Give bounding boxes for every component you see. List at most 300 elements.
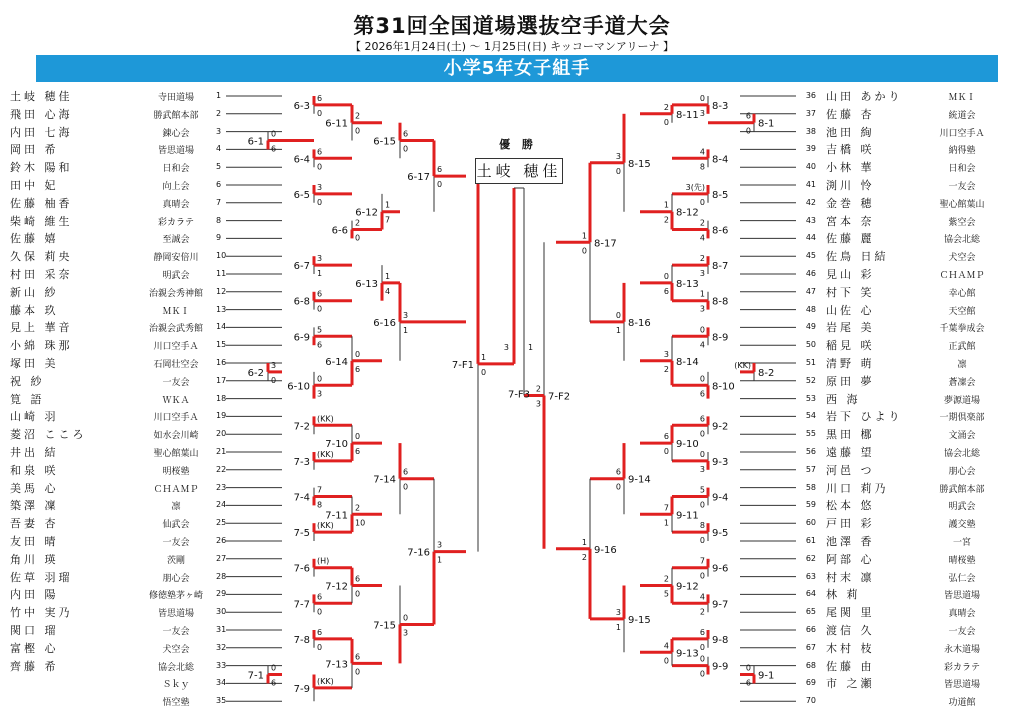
player-number: 65 <box>805 607 816 617</box>
player-club: 凛 <box>957 360 967 370</box>
score-bottom: 0 <box>699 642 705 652</box>
score-bottom: 6 <box>271 144 277 154</box>
player-club: 川口空手Ａ <box>153 342 199 353</box>
score-top: 3 <box>615 151 621 161</box>
player-club: 真晴会 <box>162 199 190 210</box>
score-top: 0 <box>699 325 705 335</box>
player-name: 小林 華 <box>826 161 875 175</box>
match-label: 7-13 <box>325 659 348 671</box>
player-club: 弘仁会 <box>948 573 976 584</box>
player-name: 関口 瑠 <box>10 624 59 637</box>
player-club: 朋心会 <box>162 573 190 584</box>
score-top: 3 <box>271 360 277 370</box>
player-number: 24 <box>216 500 227 510</box>
score-bottom: 8 <box>699 162 705 172</box>
player-club: 晴桜塾 <box>948 555 976 566</box>
final-score-left: 3 <box>503 343 509 352</box>
player-number: 54 <box>805 411 816 421</box>
player-name: 友田 晴 <box>10 535 59 548</box>
player-club: 朋心会 <box>948 466 976 477</box>
score-bottom: 0 <box>699 669 705 679</box>
score-bottom: 3 <box>699 108 705 118</box>
event-subtitle: 【 2026年1月24日(土) ～ 1月25日(日) キッコーマンアリーナ 】 <box>350 40 674 53</box>
player-club: 日和会 <box>948 164 976 175</box>
score-top: 2 <box>355 218 361 228</box>
player-name: 木村 枝 <box>826 641 875 655</box>
player-club: 石岡壮空会 <box>153 360 199 370</box>
score-top: 1 <box>581 231 587 241</box>
player-name: 新山 紗 <box>10 285 59 299</box>
score-top: 3 <box>317 182 323 192</box>
player-name: 佐藤 由 <box>826 659 875 673</box>
player-number: 57 <box>805 464 816 474</box>
match-label: 6-7 <box>293 261 310 273</box>
score-top: 3(先) <box>685 182 705 192</box>
score-bottom: 6 <box>355 447 361 457</box>
player-club: ＣＨＡＭＰ <box>153 484 199 495</box>
player-name: 見山 彩 <box>826 268 875 281</box>
player-name: 吉橋 咲 <box>826 143 875 157</box>
score-bottom: 1 <box>663 518 669 528</box>
player-club: 治親会武秀館 <box>148 324 203 335</box>
final-label: 7-F3 <box>507 389 531 401</box>
score-top: (KK) <box>317 449 334 459</box>
score-bottom: 0 <box>663 117 669 127</box>
score-bottom: 0 <box>437 180 443 190</box>
score-bottom: 3 <box>317 389 323 399</box>
player-club: 正武館 <box>948 342 976 353</box>
player-club: 勝武館本部 <box>939 484 985 495</box>
score-bottom: 1 <box>615 325 621 335</box>
player-name: 岡田 希 <box>10 143 59 157</box>
score-bottom: 6 <box>745 678 751 688</box>
player-club: 至誠会 <box>162 235 190 246</box>
score-top: 6 <box>355 652 361 662</box>
player-number: 61 <box>805 536 816 545</box>
score-bottom: 0 <box>317 162 323 172</box>
score-bottom: 2 <box>663 215 669 225</box>
score-top: 0 <box>699 374 705 384</box>
score-top: (KK) <box>317 414 334 424</box>
player-name: 市 之瀬 <box>826 677 875 691</box>
match-label: 8-5 <box>712 189 729 201</box>
match-label: 6-10 <box>287 381 310 393</box>
score-top: 0 <box>403 613 409 623</box>
score-bottom: 0 <box>317 607 323 617</box>
player-number: 28 <box>216 571 227 581</box>
score-bottom: 0 <box>663 656 669 666</box>
match-label: 7-F1 <box>451 359 474 371</box>
score-top: 4 <box>699 592 705 602</box>
final-score-right: 1 <box>528 343 534 352</box>
player-number: 4 <box>216 144 222 154</box>
score-top: 2 <box>663 574 669 584</box>
player-number: 55 <box>805 429 816 439</box>
score-bottom: 6 <box>317 340 323 350</box>
player-name: 池田 絢 <box>826 125 875 139</box>
player-club: 一友会 <box>162 538 190 548</box>
player-club: 犬空会 <box>162 644 190 655</box>
score-bottom: 0 <box>615 482 621 492</box>
score-bottom: 0 <box>481 367 487 377</box>
player-number: 23 <box>216 482 227 492</box>
score-top: 6 <box>403 129 409 139</box>
score-bottom: 0 <box>317 197 323 207</box>
score-top: 1 <box>663 200 669 210</box>
score-bottom: 0 <box>615 166 621 176</box>
player-number: 19 <box>216 411 227 421</box>
player-club: ＣＨＡＭＰ <box>939 271 985 281</box>
player-name: 村末 凛 <box>826 570 875 584</box>
score-top: 1 <box>481 352 487 362</box>
score-bottom: 3 <box>535 399 541 409</box>
player-name: 稲見 咲 <box>826 339 875 353</box>
match-label: 6-11 <box>325 118 348 130</box>
score-bottom: 3 <box>403 628 409 638</box>
player-name: 佐鳥 日結 <box>826 250 889 264</box>
player-name: 岩下 ひより <box>826 410 903 424</box>
player-number: 44 <box>805 233 816 243</box>
player-name: 内田 陽 <box>10 588 59 602</box>
score-bottom: 0 <box>745 126 751 136</box>
score-top: 5 <box>317 325 323 335</box>
match-label: 7-3 <box>293 456 310 468</box>
score-bottom: 4 <box>699 340 705 350</box>
player-number: 29 <box>216 589 227 599</box>
match-label: 7-6 <box>293 563 310 575</box>
player-name: 久保 莉央 <box>10 250 73 264</box>
player-club: 協会北総 <box>943 449 980 459</box>
player-number: 8 <box>216 215 222 225</box>
player-name: 渡信 久 <box>826 624 875 637</box>
match-label: 8-14 <box>676 356 699 368</box>
score-top: 6 <box>699 627 705 637</box>
player-club: 一友会 <box>162 377 190 388</box>
score-top: 3 <box>317 254 323 264</box>
player-club: 仙武会 <box>162 520 190 531</box>
score-bottom: 10 <box>355 518 366 528</box>
score-bottom: 5 <box>663 589 669 599</box>
player-club: 聖心館葉山 <box>939 199 985 210</box>
match-label: 9-8 <box>712 634 729 646</box>
score-bottom: 4 <box>699 233 705 243</box>
player-name: 田中 妃 <box>10 179 59 192</box>
winner-label: 優 勝 <box>499 138 537 151</box>
player-club: 明武会 <box>948 502 976 513</box>
match-label: 7-8 <box>293 634 310 646</box>
player-name: 小綿 珠那 <box>10 339 73 353</box>
player-name: 佐藤 杏 <box>826 107 875 121</box>
player-name: 佐草 羽瑠 <box>10 570 73 584</box>
player-club: 文涌会 <box>948 431 976 442</box>
score-top: 7 <box>699 556 705 566</box>
match-label: 9-12 <box>676 581 699 593</box>
score-bottom: 4 <box>385 286 391 296</box>
match-label: 6-1 <box>247 136 264 148</box>
player-number: 9 <box>216 233 222 243</box>
match-label: 7-16 <box>407 547 430 559</box>
player-name: 見上 華音 <box>10 321 73 335</box>
match-label: 8-16 <box>628 317 651 329</box>
player-name: 河邑 つ <box>826 463 875 477</box>
player-number: 39 <box>805 144 816 154</box>
player-number: 64 <box>805 589 816 599</box>
player-number: 56 <box>805 447 816 456</box>
score-bottom: 0 <box>699 536 705 546</box>
player-number: 32 <box>216 642 227 652</box>
match-label: 9-16 <box>594 544 617 556</box>
player-name: 飛田 心海 <box>10 107 73 121</box>
player-number: 36 <box>805 91 816 100</box>
match-label: 8-4 <box>712 154 729 166</box>
player-name: 山崎 羽 <box>10 410 59 424</box>
score-bottom: 3 <box>699 304 705 314</box>
match-label: 8-13 <box>676 278 699 290</box>
player-name: 黒田 梛 <box>826 428 875 442</box>
player-club: 明桜塾 <box>162 466 190 477</box>
player-name: 富樫 心 <box>10 641 59 655</box>
player-name: 遠藤 望 <box>826 446 875 459</box>
match-label: 9-6 <box>712 563 729 575</box>
player-number: 52 <box>805 375 816 385</box>
match-label: 8-7 <box>712 261 729 273</box>
match-label: 8-1 <box>758 118 775 130</box>
score-top: 2 <box>663 102 669 112</box>
match-label: 6-15 <box>373 136 396 148</box>
match-label: 9-9 <box>712 661 729 673</box>
player-number: 33 <box>216 660 227 670</box>
player-name: 美馬 心 <box>10 481 59 495</box>
match-label: 6-16 <box>373 317 396 329</box>
player-name: 村田 采奈 <box>10 268 73 281</box>
player-club: 真晴会 <box>948 609 976 620</box>
player-number: 5 <box>216 162 222 172</box>
score-bottom: 2 <box>581 552 587 562</box>
match-label: 9-13 <box>676 648 699 660</box>
score-top: 5 <box>699 485 705 495</box>
score-top: 1 <box>385 271 391 281</box>
player-club: 勝武館本部 <box>153 110 199 121</box>
score-top: 6 <box>615 467 621 477</box>
match-label: 7-4 <box>293 492 310 504</box>
score-bottom: 1 <box>615 622 621 632</box>
player-club: 凛 <box>171 502 181 513</box>
score-bottom: 3 <box>699 269 705 279</box>
match-label: 6-14 <box>325 356 348 368</box>
player-club: ＭＫＩ <box>162 306 190 317</box>
player-club: 寺田道場 <box>157 93 194 103</box>
score-top: 0 <box>745 663 751 673</box>
match-label: 8-9 <box>712 332 729 344</box>
score-top: 0 <box>699 654 705 664</box>
player-number: 66 <box>805 625 816 634</box>
player-name: 佐藤 柚香 <box>10 196 73 210</box>
player-name: 竹中 実乃 <box>10 606 73 620</box>
match-label: 9-3 <box>712 456 729 468</box>
match-label: 9-7 <box>712 599 729 611</box>
player-name: 佐藤 麗 <box>826 232 875 246</box>
player-number: 63 <box>805 571 816 581</box>
player-club: 静岡安倍川 <box>153 253 199 264</box>
player-name: 西 海 <box>826 392 861 406</box>
player-number: 17 <box>216 375 227 385</box>
player-club: 功道館 <box>948 698 976 709</box>
player-club: 一友会 <box>162 627 190 637</box>
player-club: 川口空手Ａ <box>153 413 199 424</box>
player-name: 林 莉 <box>826 588 861 602</box>
player-club: 彩カラテ <box>157 217 194 228</box>
score-top: 2 <box>355 111 361 121</box>
player-club: 協会北総 <box>943 235 980 246</box>
score-bottom: 0 <box>699 571 705 581</box>
player-number: 15 <box>216 340 227 350</box>
match-label: 8-2 <box>758 367 775 379</box>
player-name: 尾関 里 <box>826 606 875 620</box>
player-name: 池澤 香 <box>826 535 875 548</box>
player-name: 阿部 心 <box>826 552 875 566</box>
player-number: 25 <box>216 518 227 528</box>
score-bottom: 6 <box>663 286 669 296</box>
player-number: 30 <box>216 607 227 617</box>
player-number: 22 <box>216 464 227 474</box>
player-club: 如水会川崎 <box>153 431 199 442</box>
score-bottom: 0 <box>663 447 669 457</box>
player-name: 鈴木 陽和 <box>10 161 73 175</box>
player-name: 井出 結 <box>10 446 59 459</box>
player-club: 日和会 <box>162 164 190 175</box>
player-club: 聖心館葉山 <box>153 449 199 459</box>
player-club: 修徳塾茅ヶ崎 <box>148 591 203 602</box>
match-label: 8-3 <box>712 100 729 112</box>
player-club: 皆思道場 <box>157 146 194 157</box>
player-name: 柴崎 維生 <box>10 214 73 228</box>
score-top: 6 <box>403 467 409 477</box>
score-top: 4 <box>699 147 705 157</box>
player-name: 佐藤 嬉 <box>10 232 59 246</box>
score-top: 1 <box>581 537 587 547</box>
score-top: 0 <box>663 271 669 281</box>
score-bottom: 0 <box>355 589 361 599</box>
match-label: 6-6 <box>331 225 348 237</box>
player-club: 茨剛 <box>166 555 185 566</box>
player-number: 46 <box>805 269 816 278</box>
player-name: 築澤 凜 <box>10 499 59 513</box>
player-name: 祝 紗 <box>10 374 45 388</box>
player-number: 34 <box>216 678 227 688</box>
player-name: 村下 笑 <box>826 285 875 299</box>
match-label: 6-3 <box>293 100 310 112</box>
player-name: 藤本 玖 <box>10 303 59 317</box>
player-number: 58 <box>805 482 816 492</box>
player-name: 山佐 心 <box>826 303 875 317</box>
player-name: 清野 萌 <box>826 357 875 370</box>
score-top: 6 <box>355 574 361 584</box>
player-club: 皆思道場 <box>943 591 980 602</box>
match-label: 7-5 <box>293 528 310 540</box>
player-club: 錬心会 <box>162 128 190 139</box>
player-club: ＷＫＡ <box>162 395 190 406</box>
score-top: 4 <box>663 641 669 651</box>
player-number: 70 <box>805 696 816 706</box>
score-top: 0 <box>699 449 705 459</box>
player-club: 治親会秀神館 <box>148 288 203 299</box>
player-club: 納得塾 <box>948 146 976 157</box>
score-top: 2 <box>699 254 705 264</box>
player-number: 51 <box>805 358 816 367</box>
score-bottom: 0 <box>355 667 361 677</box>
player-name: 川口 莉乃 <box>826 481 889 495</box>
match-label: 6-9 <box>293 332 310 344</box>
player-number: 3 <box>216 126 222 136</box>
match-label: 7-15 <box>373 620 396 632</box>
score-bottom: 0 <box>355 126 361 136</box>
player-number: 69 <box>805 678 816 688</box>
player-number: 48 <box>805 304 816 314</box>
player-number: 68 <box>805 660 816 670</box>
score-top: 0 <box>615 310 621 320</box>
score-bottom: 2 <box>699 607 705 617</box>
score-top: 0 <box>271 129 277 139</box>
score-top: (KK) <box>317 521 334 531</box>
player-club: 皆思道場 <box>943 680 980 691</box>
match-label: 8-17 <box>594 238 617 250</box>
player-club: 明武会 <box>162 271 190 281</box>
player-club: Ｓｋｙ <box>162 680 190 691</box>
score-bottom: 8 <box>317 500 323 510</box>
player-number: 11 <box>216 269 227 278</box>
score-top: 6 <box>317 93 323 103</box>
player-number: 14 <box>216 322 227 332</box>
player-number: 37 <box>805 108 816 118</box>
match-label: 9-1 <box>758 670 775 682</box>
score-bottom: 1 <box>403 325 409 335</box>
player-number: 45 <box>805 251 816 261</box>
match-label: 8-12 <box>676 207 699 219</box>
player-number: 67 <box>805 642 816 652</box>
score-bottom: 6 <box>271 678 277 688</box>
player-number: 53 <box>805 393 816 403</box>
winner-name-box: 土岐 穂佳 <box>475 158 563 184</box>
player-number: 18 <box>216 393 227 403</box>
score-top: 3 <box>437 540 443 550</box>
player-number: 16 <box>216 358 227 367</box>
score-bottom: 1 <box>317 269 323 279</box>
match-label: 7-12 <box>325 581 348 593</box>
player-number: 60 <box>805 518 816 528</box>
player-club: 紫空会 <box>948 217 976 228</box>
player-club: 一友会 <box>948 182 976 192</box>
player-club: 蒼凜会 <box>948 377 976 388</box>
match-label: 9-11 <box>676 510 699 522</box>
score-top: 8 <box>699 521 705 531</box>
player-name: 原田 夢 <box>826 374 875 388</box>
player-name: 角川 瑛 <box>10 552 59 566</box>
player-name: 吾妻 杏 <box>10 517 59 531</box>
score-bottom: 0 <box>403 144 409 154</box>
score-top: 1 <box>699 289 705 299</box>
player-club: 一宮 <box>952 538 971 548</box>
score-bottom: 0 <box>699 429 705 439</box>
score-top: 6 <box>699 414 705 424</box>
player-number: 7 <box>216 197 222 207</box>
match-label: 8-10 <box>712 381 735 393</box>
match-label: 6-2 <box>247 367 264 379</box>
score-bottom: 0 <box>317 304 323 314</box>
score-bottom: 0 <box>403 482 409 492</box>
player-number: 26 <box>216 536 227 545</box>
player-number: 59 <box>805 500 816 510</box>
player-club: 統道会 <box>948 110 976 121</box>
